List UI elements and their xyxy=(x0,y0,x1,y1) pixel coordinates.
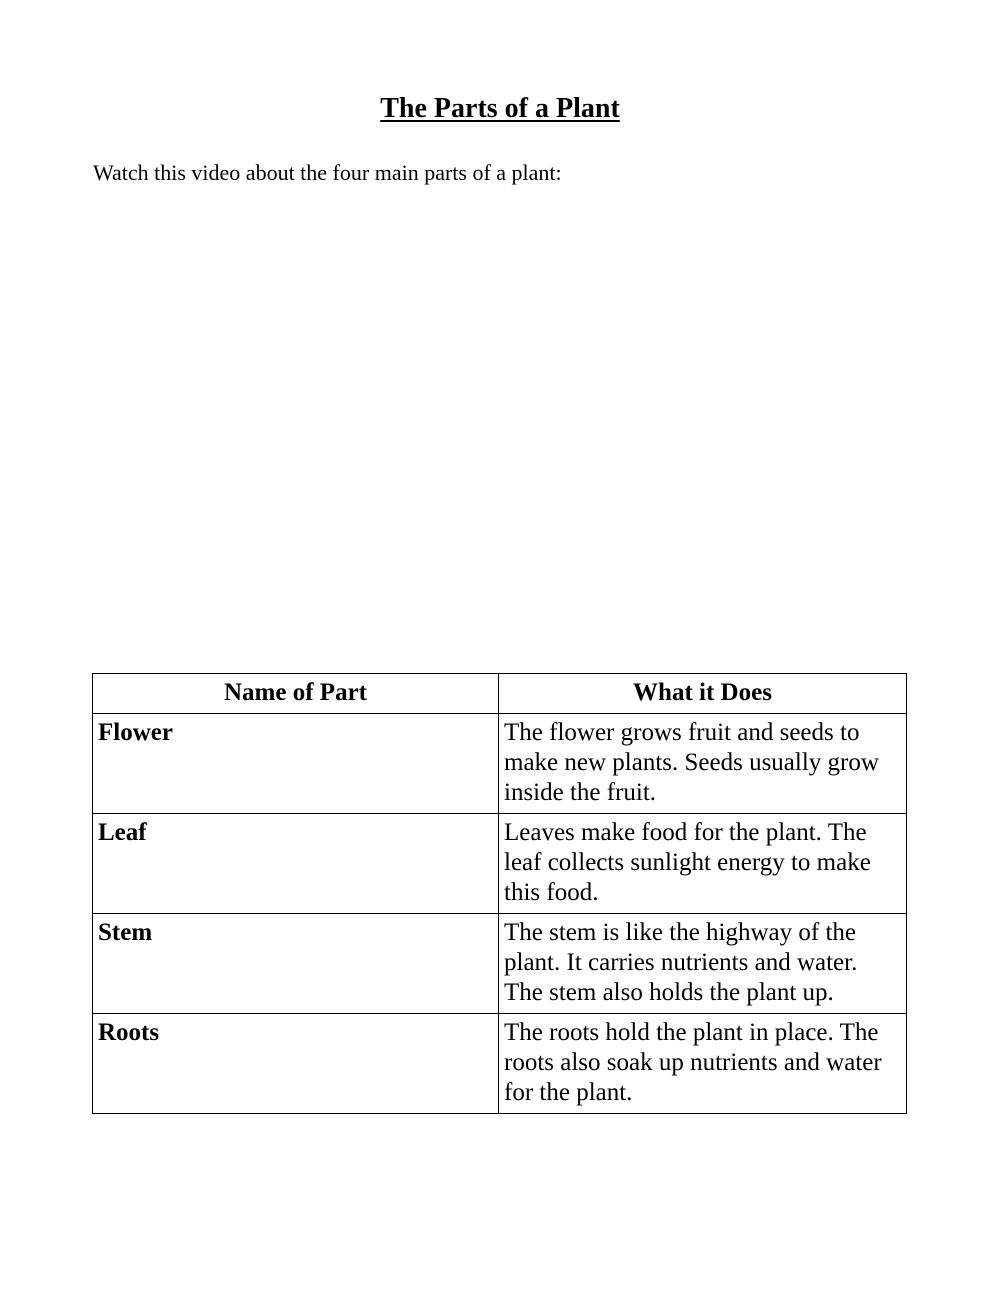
plant-parts-table xyxy=(92,673,907,1114)
part-description-stem: The stem is like the highway of the plant. It carries nutrients and water. The stem also holds the plant up. xyxy=(499,914,907,1014)
intro-text: Watch this video about the four main parts of a plant: xyxy=(93,160,562,185)
table-row xyxy=(93,1014,907,1114)
part-name-leaf: Leaf xyxy=(93,814,499,914)
header-what-it-does: What it Does xyxy=(499,674,907,714)
page-title: The Parts of a Plant xyxy=(380,93,620,124)
part-name-flower: Flower xyxy=(93,714,499,814)
part-description-roots: The roots hold the plant in place. The roots also soak up nutrients and water for the plant. xyxy=(499,1014,907,1114)
part-description-flower: The flower grows fruit and seeds to make new plants. Seeds usually grow inside the fruit. xyxy=(499,714,907,814)
part-description-leaf: Leaves make food for the plant. The leaf collects sunlight energy to make this food. xyxy=(499,814,907,914)
table-row xyxy=(93,714,907,814)
video-embed-area[interactable] xyxy=(93,200,905,660)
table-header-row xyxy=(93,674,907,714)
part-name-stem: Stem xyxy=(93,914,499,1014)
table-row xyxy=(93,914,907,1014)
header-name-of-part: Name of Part xyxy=(93,674,499,714)
part-name-roots: Roots xyxy=(93,1014,499,1114)
table-row xyxy=(93,814,907,914)
